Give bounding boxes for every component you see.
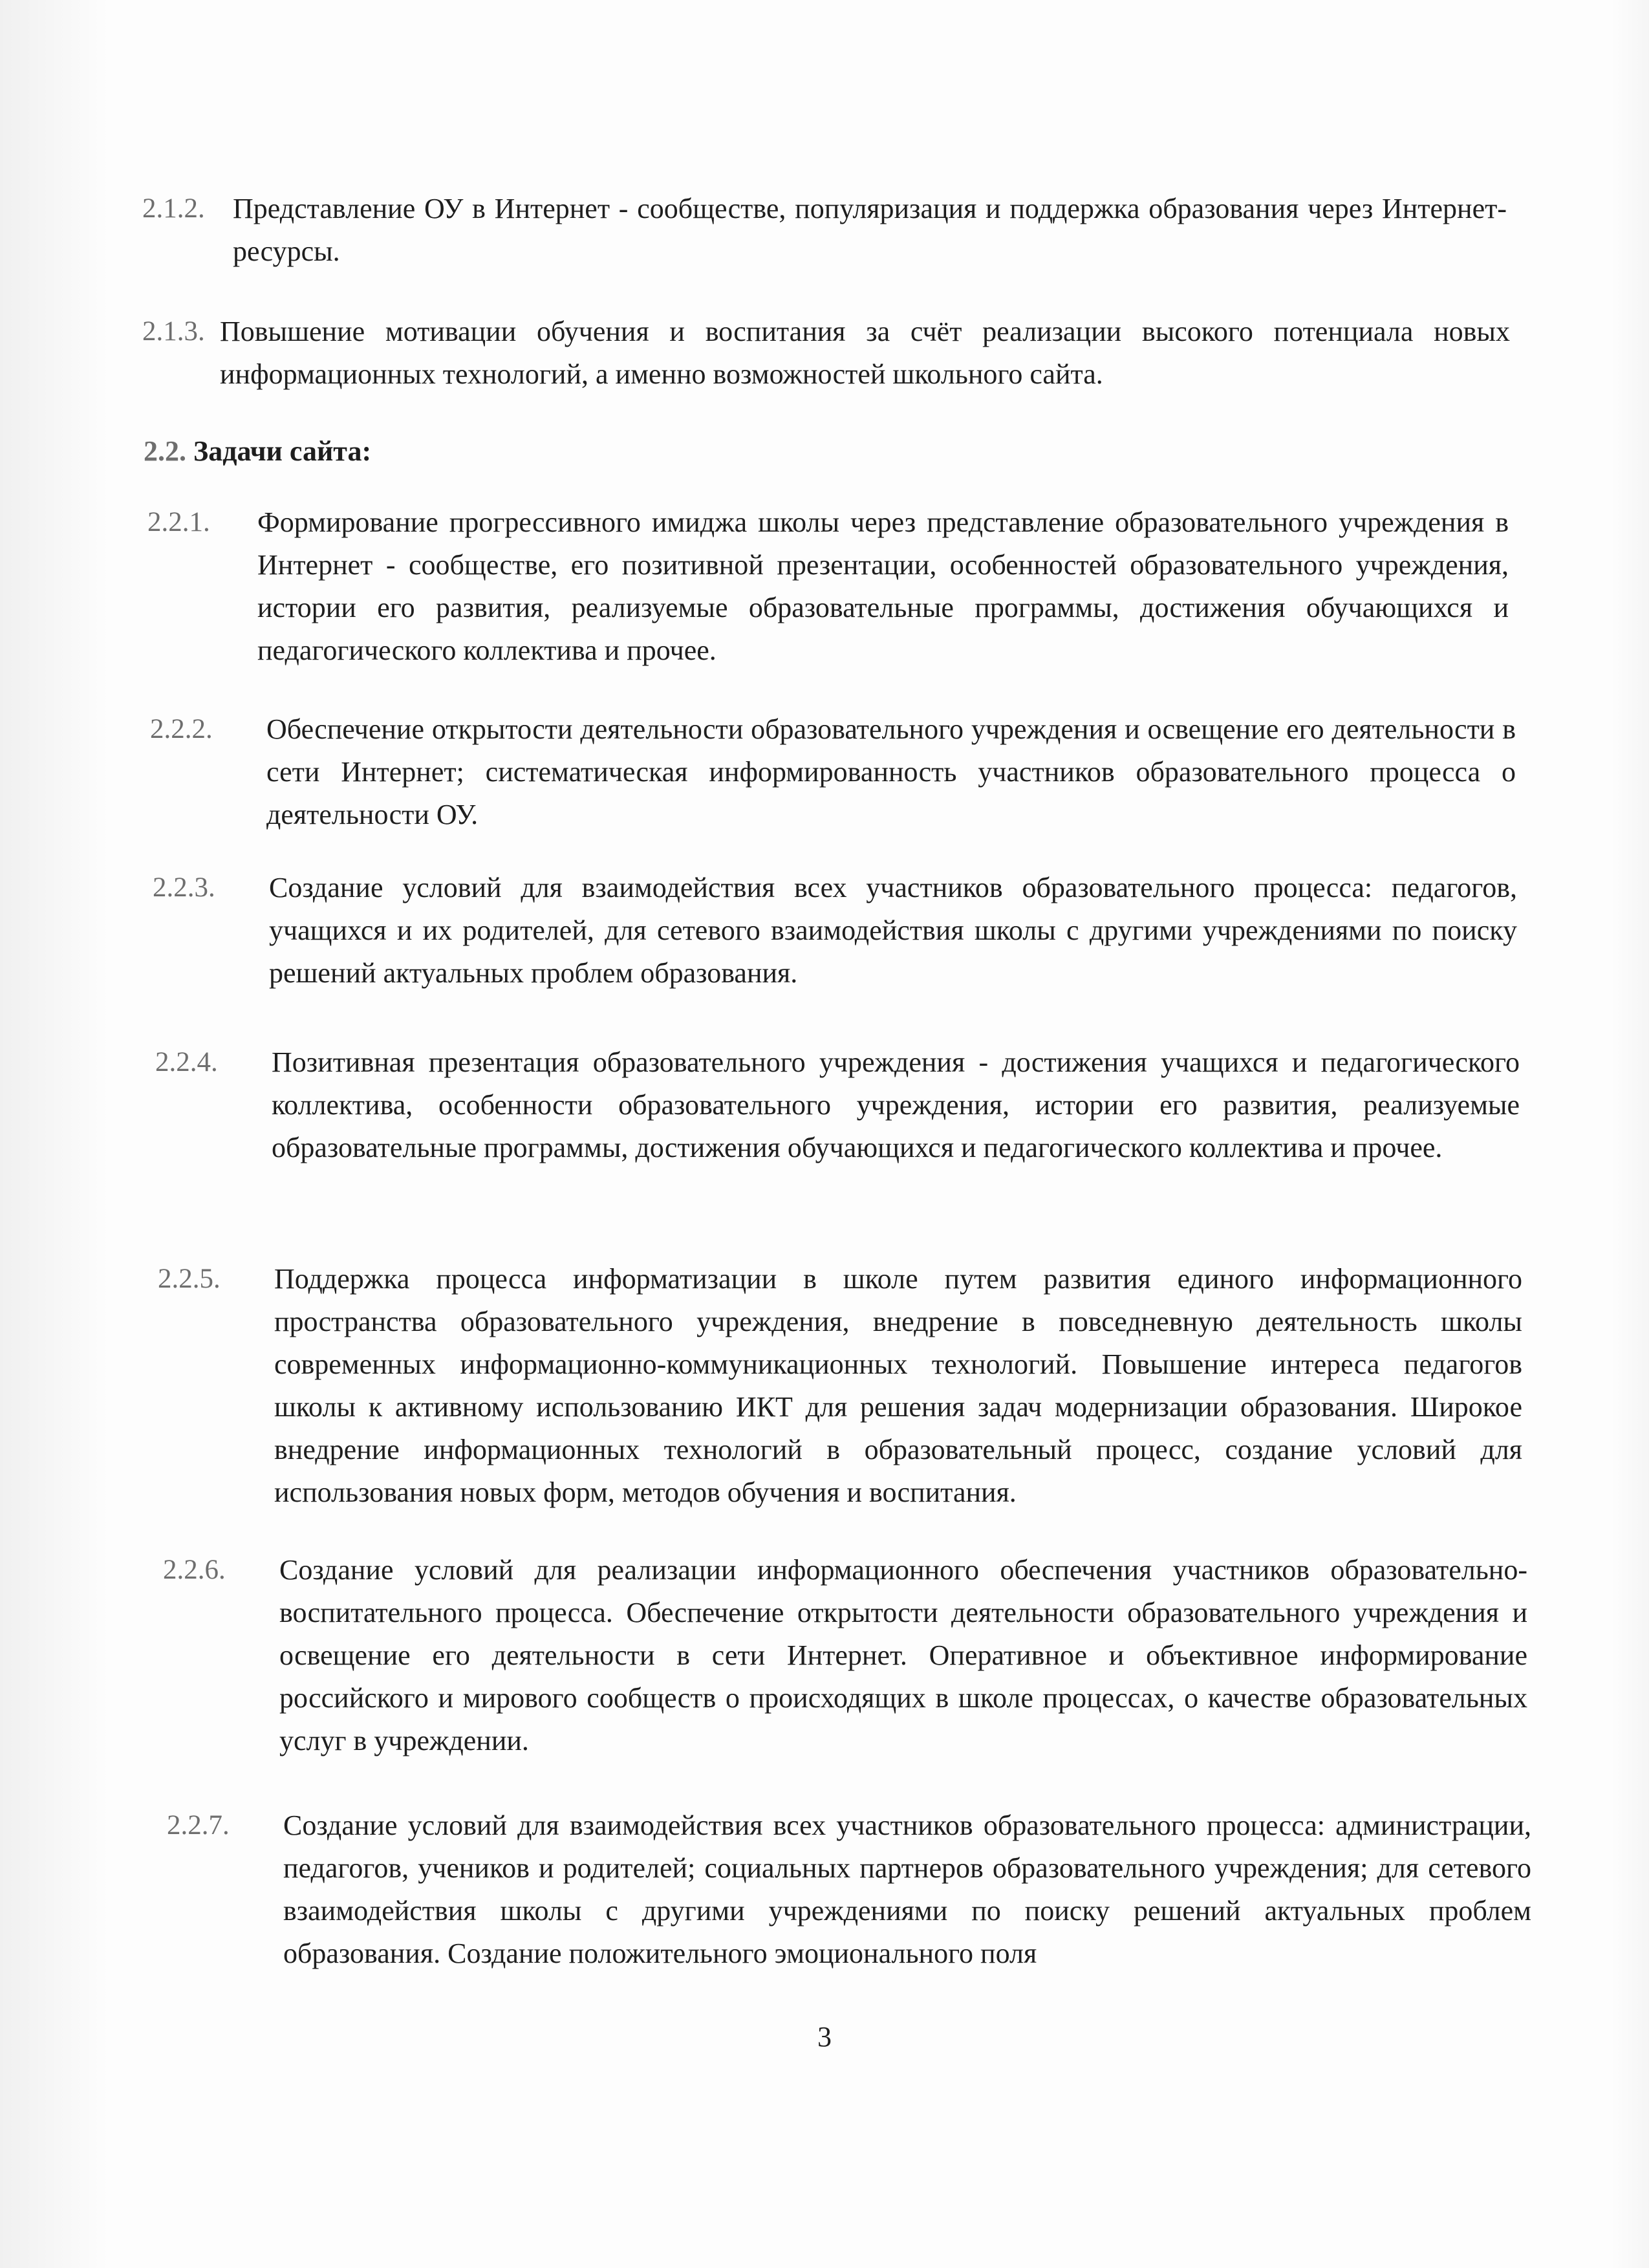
item-number: 2.1.2. xyxy=(142,193,205,224)
task-text: Обеспечение открытости деятельности образовательного учреждения и освещение его деятельности в сети Интернет; систематическая информированность участников образовательного процесса о деятельности ОУ. xyxy=(266,713,1516,830)
section-heading xyxy=(144,430,920,473)
task-text: Формирование прогрессивного имиджа школы через представление образовательного учреждения в Интернет - сообществе, его позитивной презентации, особенностей образовательного учреждения, истории его развития, реализуемые образовательные программы, достижения обучающихся и педагогического коллектива и прочее. xyxy=(257,506,1509,666)
task-text: Позитивная презентация образовательного учреждения - достижения учащихся и педагогического коллектива, особенности образовательного учреждения, истории его развития, реализуемые образовательные программы, достижения обучающихся и педагогического коллектива и прочее. xyxy=(272,1046,1520,1163)
task-2-2-4 xyxy=(155,1041,1520,1169)
task-text: Создание условий для реализации информационного обеспечения участников образовательно-воспитательного процесса. Обеспечение открытости деятельности образовательного учреждения и освещение его деятельности в сети Интернет. Оперативное и объективное информирование российского и мирового сообществ о происходящих в школе процессах, о качестве образовательных услуг в учреждении. xyxy=(279,1554,1527,1756)
scan-shadow-left xyxy=(0,0,110,2268)
item-text: Представление ОУ в Интернет - сообществе, популяризация и поддержка образования через Интернет-ресурсы. xyxy=(233,193,1507,267)
task-number: 2.2.5. xyxy=(158,1264,221,1294)
task-text: Создание условий для взаимодействия всех участников образовательного процесса: педагогов, учащихся и их родителей, для сетевого взаимодействия школы с другими учреждениями по поиску решений актуальных проблем образования. xyxy=(269,872,1517,989)
task-2-2-6 xyxy=(163,1549,1527,1762)
heading-text: Задачи сайта: xyxy=(193,435,372,467)
task-number: 2.2.6. xyxy=(163,1555,226,1585)
task-2-2-5 xyxy=(158,1258,1522,1514)
scan-shadow-right xyxy=(1610,0,1649,2268)
item-text: Повышение мотивации обучения и воспитания за счёт реализации высокого потенциала новых информационных технологий, а именно возможностей школьного сайта. xyxy=(220,316,1510,390)
task-text: Поддержка процесса информатизации в школе путем развития единого информационного пространства образовательного учреждения, внедрение в повседневную деятельность школы современных информационно-коммуникационных технологий. Повышение интереса педагогов школы к активному использованию ИКТ для решения задач модернизации образования. Широкое внедрение информационных технологий в образовательный процесс, создание условий для использования новых форм, методов обучения и воспитания. xyxy=(274,1263,1522,1508)
task-number: 2.2.4. xyxy=(155,1047,218,1077)
task-2-2-2 xyxy=(150,708,1516,836)
item-2-1-3 xyxy=(142,310,1510,396)
task-2-2-7 xyxy=(167,1804,1531,1975)
task-number: 2.2.2. xyxy=(150,714,213,744)
task-2-2-1 xyxy=(147,501,1509,672)
item-number: 2.1.3. xyxy=(142,316,205,347)
heading-number: 2.2. xyxy=(144,435,186,467)
task-number: 2.2.1. xyxy=(147,507,210,537)
item-2-1-2 xyxy=(142,188,1507,273)
task-number: 2.2.3. xyxy=(153,872,215,903)
task-2-2-3 xyxy=(153,867,1517,995)
page-number: 3 xyxy=(817,2021,832,2053)
task-text: Создание условий для взаимодействия всех участников образовательного процесса: администрации, педагогов, учеников и родителей; социальных партнеров образовательного учреждения; для сетевого взаимодействия школы с другими учреждениями по поиску решений актуальных проблем образования. Создание положительного эмоционального поля xyxy=(283,1809,1531,1969)
task-number: 2.2.7. xyxy=(167,1810,230,1841)
